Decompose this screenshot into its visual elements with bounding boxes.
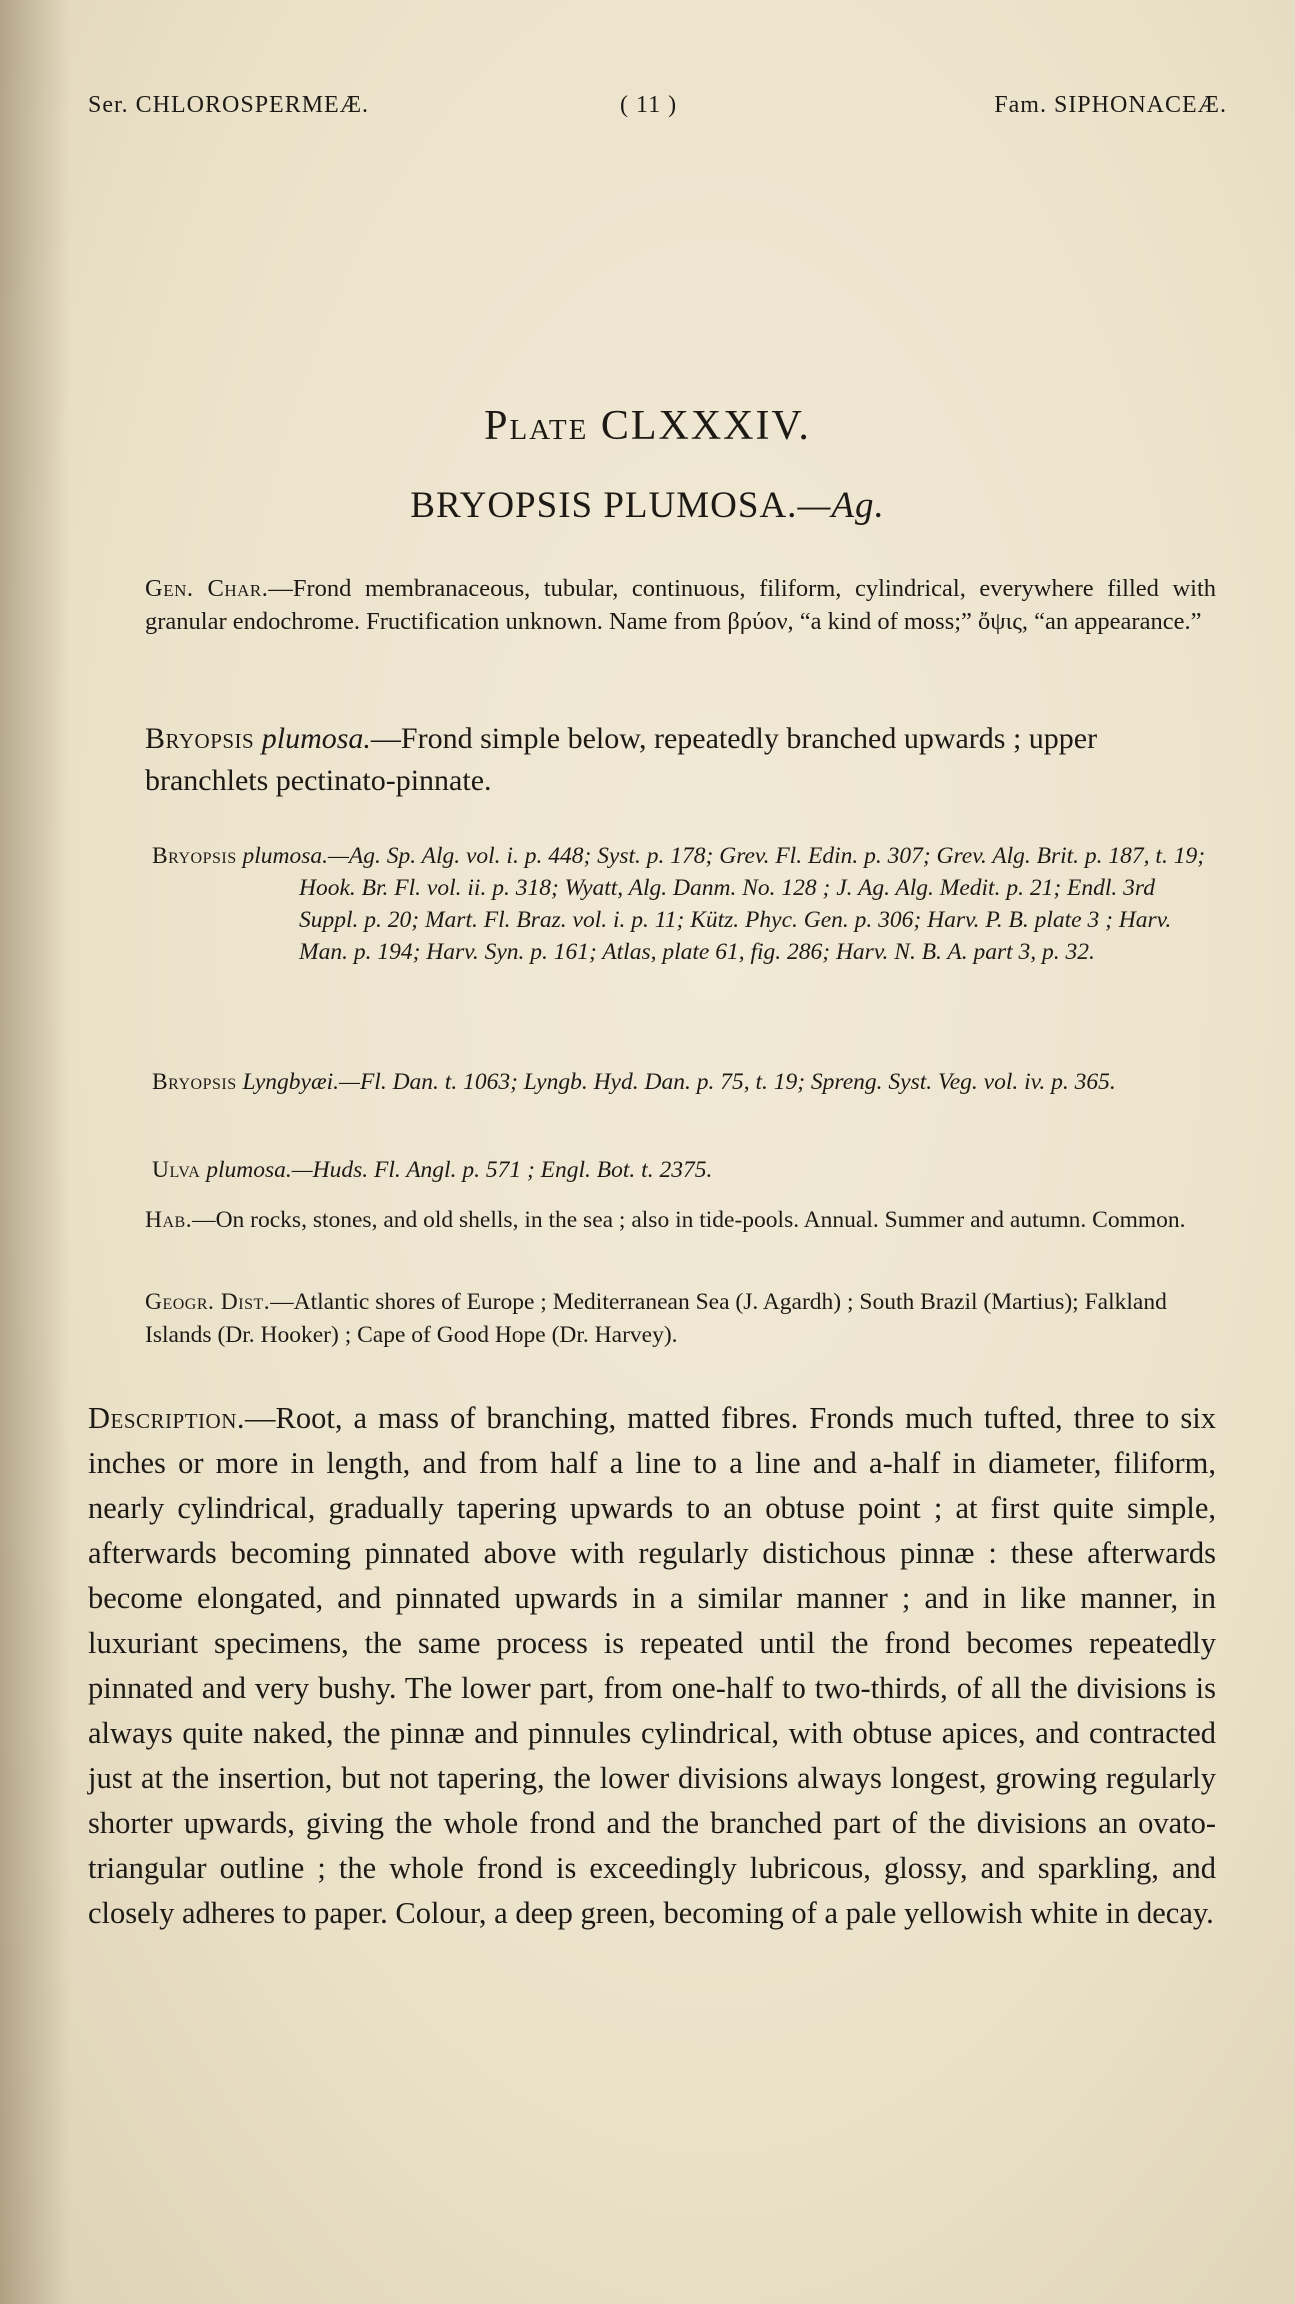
gen-char-label: Gen. Char. <box>145 575 269 602</box>
synonym-species: plumosa. <box>206 1157 292 1183</box>
species-author: —Ag. <box>797 485 885 526</box>
habitat-label: Hab. <box>145 1207 193 1233</box>
synonym-references: —Ag. Sp. Alg. vol. i. p. 448; Syst. p. 178; Grev. Fl. Edin. p. 307; Grev. Alg. Brit. p. 187, t. 19; Hook. Br. Fl. vol. ii. p. 318; Wyatt, Alg. Danm. No. 128 ; J. Ag. Alg. Medit. p. 21; Endl. 3rd Suppl. p. 20; Mart. Fl. Braz. vol. i. p. 11; Kütz. Phyc. Gen. p. 306; Harv. P. B. plate 3 ; Harv. Man. p. 194; Harv. Syn. p. 161; Atlas, plate 61, fig. 286; Harv. N. B. A. part 3, p. 32. <box>299 843 1206 965</box>
description-text: —Root, a mass of branching, matted fibres. Fronds much tufted, three to six inches or more in length, and from half a line to a line and a-half in diameter, filiform, nearly cylindrical, gradually tapering upwards to an obtuse point ; at first quite simple, afterwards becoming pinnated above with regularly distichous pinnæ : these afterwards become elongated, and pinnated upwards in a similar manner ; and in like manner, in luxuriant specimens, the same process is repeated until the frond becomes repeatedly pinnated and very bushy. The lower part, from one-half to two-thirds, of all the divisions is always quite naked, the pinnæ and pinnules cylindrical, with obtuse apices, and contracted just at the insertion, but not tapering, the lower divisions always longest, growing regularly shorter upwards, giving the whole frond and the branched part of the divisions an ovato-triangular outline ; the whole frond is exceedingly lubricous, glossy, and sparkling, and closely adheres to paper. Colour, a deep green, becoming of a pale yellowish white in decay. <box>88 1401 1216 1930</box>
diagnosis-text: —Frond simple below, repeatedly branched upwards ; upper branchlets pectinato-pinnate. <box>145 722 1098 797</box>
distribution-label: Geogr. Dist. <box>145 1289 271 1315</box>
description-paragraph <box>88 1396 1216 1936</box>
synonym-references: —Huds. Fl. Angl. p. 571 ; Engl. Bot. t. 2375. <box>291 1157 713 1183</box>
species-title <box>0 484 1295 527</box>
synonym-genus: Bryopsis <box>152 843 237 869</box>
species-name: BRYOPSIS PLUMOSA. <box>410 485 798 526</box>
synonym-species: Lyngbyæi. <box>242 1069 340 1095</box>
running-head-family: Fam. SIPHONACEÆ. <box>994 92 1227 118</box>
synonym-references: —Fl. Dan. t. 1063; Lyngb. Hyd. Dan. p. 75, t. 19; Spreng. Syst. Veg. vol. iv. p. 365. <box>339 1069 1116 1095</box>
page-number: ( 11 ) <box>620 92 678 118</box>
species-diagnosis <box>145 718 1216 802</box>
generic-character <box>145 572 1216 638</box>
distribution-text: —Atlantic shores of Europe ; Mediterranean Sea (J. Agardh) ; South Brazil (Martius); Falkland Islands (Dr. Hooker) ; Cape of Good Hope (Dr. Harvey). <box>145 1289 1167 1348</box>
running-head-series: Ser. CHLOROSPERMEÆ. <box>88 92 370 118</box>
diagnosis-species: plumosa. <box>261 722 371 755</box>
description-label: Description. <box>88 1401 245 1435</box>
habitat-text: —On rocks, stones, and old shells, in the sea ; also in tide-pools. Annual. Summer and autumn. Common. <box>192 1207 1186 1233</box>
diagnosis-genus: Bryopsis <box>145 722 255 755</box>
synonym-genus: Ulva <box>152 1157 201 1183</box>
synonym-entry <box>152 1154 1216 1186</box>
plate-title: Plate CLXXXIV. <box>484 403 811 449</box>
synonym-entry <box>152 1066 1216 1098</box>
synonym-entry <box>152 840 1216 968</box>
synonym-genus: Bryopsis <box>152 1069 237 1095</box>
gen-char-text: —Frond membranaceous, tubular, continuous, filiform, cylindrical, everywhere filled with granular endochrome. Fructification unknown. Name from βρύον, “a kind of moss;” ὄψις, “an appearance.” <box>145 575 1216 635</box>
distribution-paragraph <box>145 1286 1216 1352</box>
habitat-paragraph <box>145 1204 1216 1237</box>
synonym-species: plumosa. <box>242 843 329 869</box>
